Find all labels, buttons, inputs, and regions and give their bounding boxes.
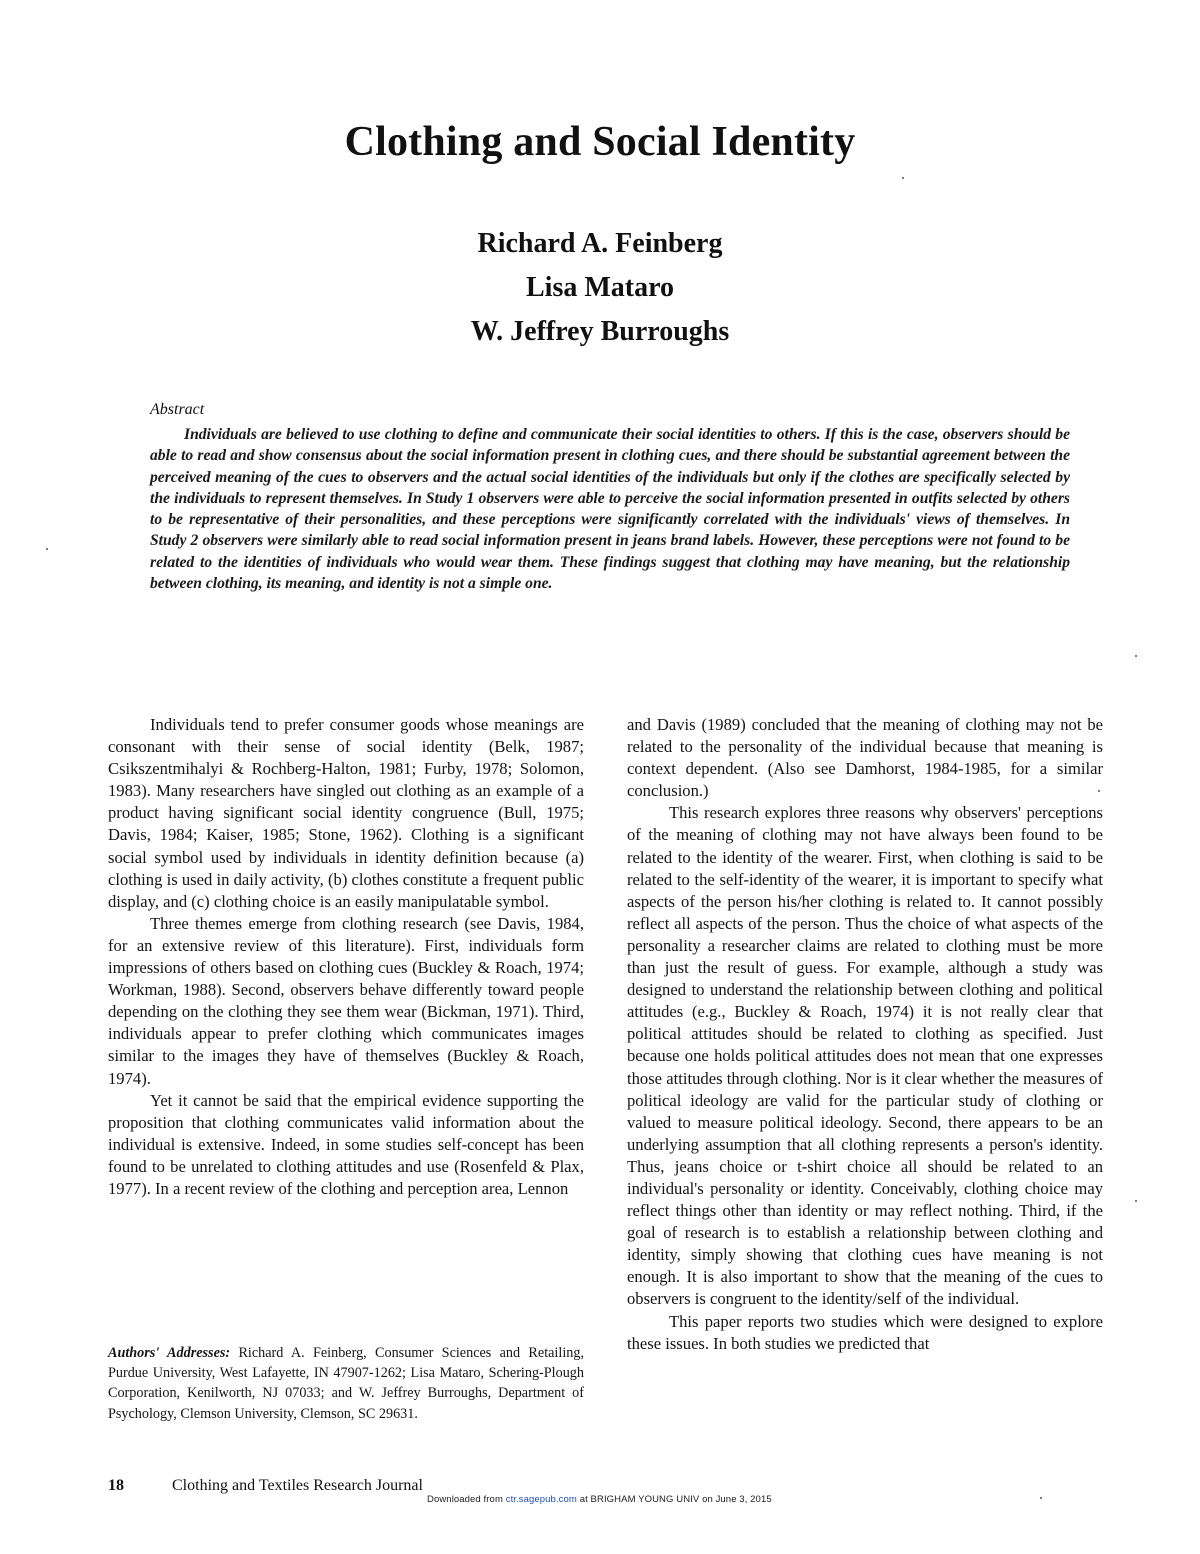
page-footer	[108, 1477, 423, 1495]
download-link[interactable]: ctr.sagepub.com	[505, 1494, 577, 1505]
body-paragraph: Individuals tend to prefer consumer goods whose meanings are consonant with their sense of social identity (Belk, 1987; Csikszentmihalyi & Rochberg-Halton, 1981; Furby, 1978; Solomon, 1983). Many researchers have singled out clothing as an example of a product having significant social identity congruence (Bull, 1975; Davis, 1984; Kaiser, 1985; Stone, 1962). Clothing is a significant social symbol used by individuals in identity definition because (a) clothing is used in daily activity, (b) clothes constitute a frequent public display, and (c) clothing choice is an easily manipulatable symbol.	[108, 715, 584, 911]
page-number: 18	[108, 1477, 124, 1494]
scan-speck	[1135, 1200, 1137, 1202]
author-name: W. Jeffrey Burroughs	[470, 316, 730, 347]
scan-speck	[46, 548, 48, 550]
addresses-label: Authors' Addresses:	[108, 1345, 231, 1361]
author-name: Lisa Mataro	[525, 272, 675, 303]
paper-title: Clothing and Social Identity	[344, 119, 856, 165]
author-name: Richard A. Feinberg	[477, 228, 723, 259]
abstract-text: Individuals are believed to use clothing to define and communicate their social identities to others. If this is the case, observers should be able to read and show consensus about the social information present in clothing cues, and there should be substantial agreement between the perceived meaning of the cues to observers and the actual social identities of the individuals but only if the clothes are specifically selected by the individuals to represent themselves. In Study 1 observers were able to perceive the social information presented in outfits selected by others to be representative of their personalities, and these perceptions were significantly correlated with the individuals' views of themselves. In Study 2 observers were similarly able to read social information present in jeans brand labels. However, these perceptions were not found to be related to the identities of individuals who would wear them. These findings suggest that clothing may have meaning, but the relationship between clothing, its meaning, and identity is not a simple one.	[150, 426, 1070, 593]
download-suffix: at BRIGHAM YOUNG UNIV on June 3, 2015	[579, 1494, 772, 1505]
right-column	[627, 714, 1103, 1355]
body-paragraph: This paper reports two studies which were designed to explore these issues. In both studies we predicted that	[627, 1311, 1103, 1353]
left-column	[108, 714, 584, 1200]
author-addresses	[108, 1343, 584, 1424]
scan-speck	[1040, 1497, 1042, 1499]
body-paragraph: This research explores three reasons why observers' perceptions of the meaning of clothing may not have always been found to be related to the identity of the wearer. First, when clothing is said to be related to the self-identity of the wearer, it is important to specify what aspects of the person his/her clothing is related to. It cannot possibly reflect all aspects of the person. Thus the choice of what aspects of the personality a researcher claims are related to clothing must be more than just the result of guess. For example, although a study was designed to understand the relationship between clothing and political attitudes (e.g., Buckley & Roach, 1974) it is not really clear that political attitudes should be related to clothing as specified. Just because one holds political attitudes does not mean that one expresses those attitudes through clothing. Nor is it clear whether the measures of political ideology are valid for the particular study of clothing or valued to measure political ideology. Second, there appears to be an underlying assumption that all clothing represents a person's identity. Thus, jeans choice or t-shirt choice all should be related to an individual's personality or identity. Conceivably, clothing choice may reflect things other than identity or may reflect nothing. Third, if the goal of research is to establish a relationship between clothing and identity, simply showing that clothing cues have meaning is not enough. It is also important to show that the meaning of the cues to observers is congruent to the identity/self of the individual.	[627, 803, 1103, 1309]
abstract-heading: Abstract	[150, 401, 205, 418]
scan-speck	[902, 177, 904, 179]
body-paragraph: Three themes emerge from clothing research (see Davis, 1984, for an extensive review of this literature). First, individuals form impressions of others based on clothing cues (Buckley & Roach, 1974; Workman, 1988). Second, observers behave differently toward people depending on the clothing they see them wear (Bickman, 1971). Third, individuals appear to prefer clothing which communicates images similar to the images they have of themselves (Buckley & Roach, 1974).	[108, 913, 584, 1088]
body-paragraph: Yet it cannot be said that the empirical evidence supporting the proposition that clothing communicates valid information about the individual is extensive. Indeed, in some studies self-concept has been found to be unrelated to clothing attitudes and use (Rosenfeld & Plax, 1977). In a recent review of the clothing and perception area, Lennon	[108, 1090, 584, 1198]
download-prefix: Downloaded from	[427, 1494, 503, 1505]
download-note	[427, 1494, 772, 1505]
addresses-text: Richard A. Feinberg, Consumer Sciences and Retailing, Purdue University, West Lafayette, IN 47907-1262; Lisa Mataro, Schering-Plough Corporation, Kenilworth, NJ 07033; and W. Jeffrey Burroughs, Department of Psychology, Clemson University, Clemson, SC 29631.	[108, 1345, 584, 1422]
body-paragraph: and Davis (1989) concluded that the meaning of clothing may not be related to the personality of the individual because that meaning is context dependent. (Also see Damhorst, 1984-1985, for a similar conclusion.)	[627, 715, 1103, 801]
scan-speck	[1135, 655, 1137, 657]
journal-name: Clothing and Textiles Research Journal	[172, 1477, 423, 1494]
author-list	[0, 222, 1200, 354]
scan-speck	[1098, 790, 1100, 792]
